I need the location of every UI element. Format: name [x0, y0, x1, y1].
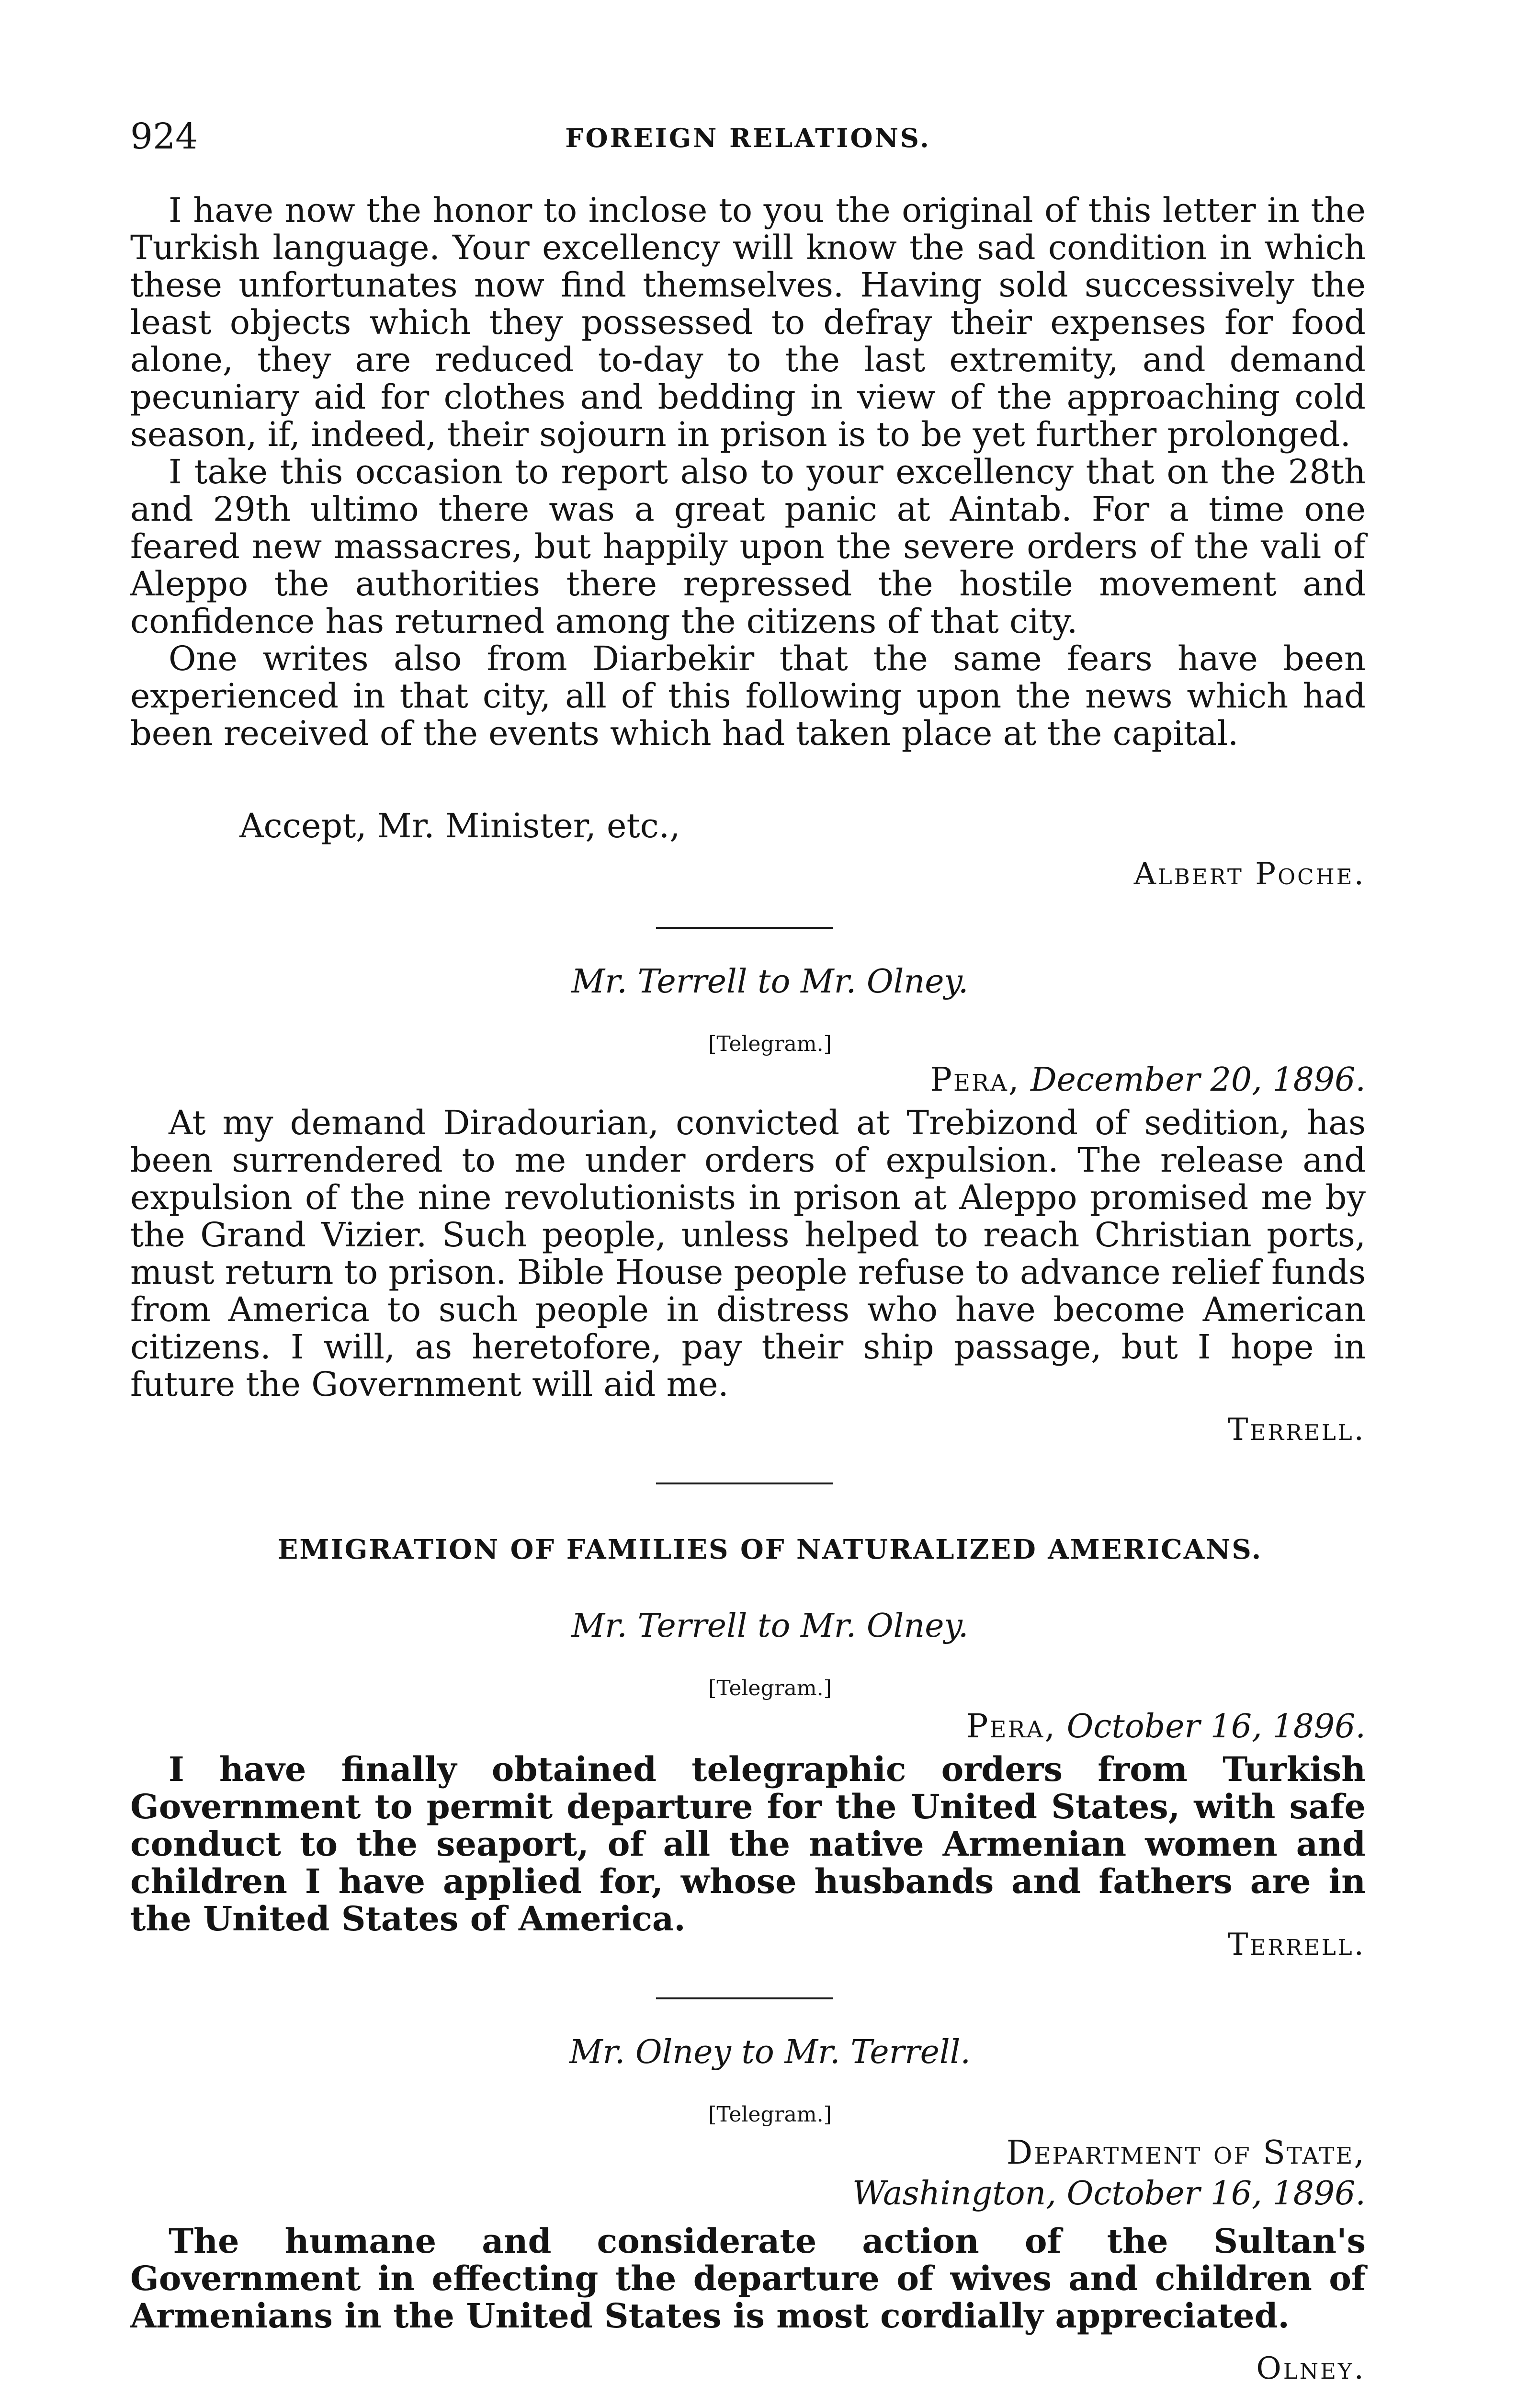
paragraph: The humane and considerate action of the Sultan's Government in effecting the departure of wives and children of Armenians in the United States is most cordially appreciated. — [130, 2221, 1366, 2336]
paragraph: One writes also from Diarbekir that the same fears have been experienced in that city, all of this following upon the news which had been received of the events which had taken place at the capital. — [130, 639, 1366, 753]
dateline-date: Washington, October 16, 1896. — [852, 2175, 1366, 2213]
signature-poche: Albert Poche. — [1133, 856, 1366, 892]
dateline-date: December 20, 1896. — [1030, 1061, 1366, 1099]
dateline — [930, 1061, 1366, 1099]
dateline-place: Pera, — [966, 1708, 1056, 1745]
page-header — [130, 115, 1366, 158]
telegram-note: [Telegram.] — [708, 1676, 832, 1700]
dateline-place: Pera, — [930, 1061, 1020, 1099]
running-head: FOREIGN RELATIONS. — [565, 123, 931, 153]
signature-terrell: Terrell. — [1227, 1927, 1366, 1962]
telegram-heading: Mr. Olney to Mr. Terrell. — [569, 2033, 971, 2071]
paragraph: I have finally obtained telegraphic orders from Turkish Government to permit departure for the United States, with safe conduct to the seaport, of all the native Armenian women and children I have applied for, whose husbands and fathers are in the United States of America. — [130, 1749, 1366, 1939]
divider-rule — [656, 1483, 833, 1484]
telegram-note: [Telegram.] — [708, 2102, 832, 2127]
telegram-note: [Telegram.] — [708, 1032, 832, 1056]
letter-continuation — [130, 192, 1366, 752]
dateline-date-line — [852, 2175, 1366, 2213]
paragraph: I have now the honor to inclose to you the original of this letter in the Turkish language. Your excellency will know the sad condition in which these unfortunates now find themselves. Having sold successively the least objects which they possessed to defray their expenses for food alone, they are reduced to-day to the last extremity, and demand pecuniary aid for clothes and bedding in view of the approaching cold season, if, indeed, their sojourn in prison is to be yet further prolonged. — [130, 191, 1366, 454]
page-number: 924 — [130, 116, 198, 157]
dateline-place: Department of State, — [1006, 2134, 1366, 2172]
section-title: EMIGRATION OF FAMILIES OF NATURALIZED AMERICANS. — [277, 1534, 1263, 1565]
signature-terrell: Terrell. — [1227, 1412, 1366, 1448]
dateline — [966, 1708, 1366, 1746]
closing-line: Accept, Mr. Minister, etc., — [239, 806, 680, 845]
dateline-date: October 16, 1896. — [1066, 1708, 1366, 1745]
telegram-body — [130, 2223, 1366, 2335]
divider-rule — [656, 927, 833, 929]
paragraph: At my demand Diradourian, convicted at Trebizond of sedition, has been surrendered to me under orders of expulsion. The release and expulsion of the nine revolutionists in prison at Aleppo promised me by the Grand Vizier. Such people, unless helped to reach Christian ports, must return to prison. Bible House people refuse to advance relief funds from America to such people in distress who have become American citizens. I will, as heretofore, pay their ship passage, but I hope in future the Government will aid me. — [130, 1103, 1366, 1404]
telegram-heading: Mr. Terrell to Mr. Olney. — [571, 963, 969, 1001]
paragraph: I take this occasion to report also to your excellency that on the 28th and 29th ultimo there was a great panic at Aintab. For a time one feared new massacres, but happily upon the severe orders of the vali of Aleppo the authorities there repressed the hostile movement and confidence has returned among the citizens of that city. — [130, 452, 1366, 641]
dateline-sender — [1007, 2134, 1366, 2172]
telegram-heading: Mr. Terrell to Mr. Olney. — [571, 1607, 969, 1645]
divider-rule — [656, 1997, 833, 1999]
signature-olney: Olney. — [1256, 2351, 1366, 2386]
telegram-body — [130, 1104, 1366, 1403]
telegram-body — [130, 1751, 1366, 1938]
